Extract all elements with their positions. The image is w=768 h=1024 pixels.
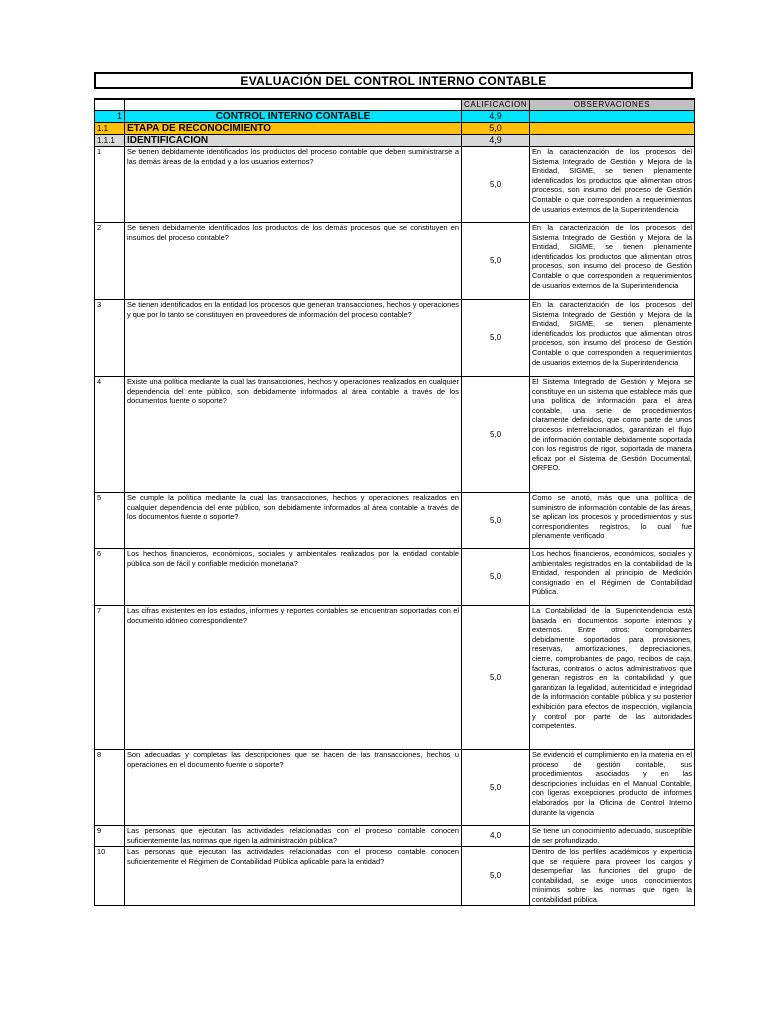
header-blank-cell [125,99,462,111]
table-row [95,493,695,549]
table-row [95,549,695,606]
table-header-row [95,99,695,111]
evaluation-table [94,98,694,906]
table-row [95,847,695,906]
level-label: CONTROL INTERNO CONTABLE [125,111,462,123]
header-blank-cell [95,99,125,111]
row-number: 6 [95,549,125,606]
row-score: 5,0 [462,750,530,826]
level-label: ETAPA DE RECONOCIMIENTO [125,123,462,135]
table-row [95,300,695,377]
row-number: 2 [95,223,125,300]
row-number: 8 [95,750,125,826]
table-row [95,147,695,223]
level-score: 4,9 [462,111,530,123]
row-score: 5,0 [462,300,530,377]
row-number: 3 [95,300,125,377]
level-number: 1 [95,111,125,123]
row-number: 7 [95,606,125,750]
row-score: 5,0 [462,147,530,223]
level-observation-cell [530,123,695,135]
row-question: Los hechos financieros, económicos, sociales y ambientales realizados por la entidad contable pública son de fácil y confiable medición monetaria? [125,549,462,606]
row-observation: Dentro de los perfiles académicos y experticia que se requiere para proveer los cargos y desempeñar las funciones del grupo de contabilidad, se exige unos conocimientos mínimos sobre las normas que rigen la contabilidad pública. [530,847,695,906]
row-observation: Los hechos financieros, económicos, sociales y ambientales registrados en la contabilidad de la Entidad, responden al principio de Medición consignado en el Régimen de Contabilidad Pública. [530,549,695,606]
header-observaciones: OBSERVACIONES [530,99,695,111]
level-row-etapa-reconocimiento [95,123,695,135]
row-question: Existe una política mediante la cual las transacciones, hechos y operaciones realizados en cualquier dependencia del ente público, son debidamente informados al área contable a través de los documentos fuente o soporte? [125,377,462,493]
level-row-control-interno [95,111,695,123]
level-number: 1.1.1 [95,135,125,147]
row-question: Se tienen identificados en la entidad los procesos que generan transacciones, hechos y operaciones y que por lo tanto se constituyen en proveedores de información del proceso contable? [125,300,462,377]
row-score: 5,0 [462,493,530,549]
level-observation-cell [530,111,695,123]
level-row-identificacion [95,135,695,147]
row-question: Las personas que ejecutan las actividades relacionadas con el proceso contable conocen suficientemente las normas que rigen la administración pública? [125,826,462,847]
row-number: 1 [95,147,125,223]
row-observation: Se tiene un conocimiento adecuado, susceptible de ser profundizado. [530,826,695,847]
row-observation: En la caracterización de los procesos del Sistema Integrado de Gestión y Mejora de la Entidad, SIGME, se tienen plenamente identificados los productos que alimentan otros procesos, son insumo del proceso de Gestión Contable o que corresponden a requerimientos de usuarios externos de la Superintendencia [530,147,695,223]
row-score: 4,0 [462,826,530,847]
page-title: EVALUACIÓN DEL CONTROL INTERNO CONTABLE [94,72,693,89]
row-question: Se tienen debidamente identificados los productos del proceso contable que deben suministrarse a las demás áreas de la entidad y a los usuarios externos? [125,147,462,223]
table-row [95,750,695,826]
level-number: 1.1 [95,123,125,135]
row-observation: En la caracterización de los procesos del Sistema Integrado de Gestión y Mejora de la Entidad, SIGME, se tienen plenamente identificados los productos que alimentan otros procesos, son insumo del proceso de Gestión Contable o que corresponden a requerimientos de usuarios externos de la Superintendencia [530,223,695,300]
row-number: 5 [95,493,125,549]
row-score: 5,0 [462,606,530,750]
row-observation: La Contabilidad de la Superintendencia está basada en documentos soporte internos y externos. Entre otros: comprobantes debidamente soportados para provisiones, reservas, amortizaciones, depreciaciones, cierre, comprobantes de pago, recibos de caja, facturas, contratos o actos administrativos que generan registros en la contabilidad y que garantizan la legalidad, autenticidad e integridad de la información contable pública y su posterior exhibición para efectos de inspección, vigilancia y control por parte de las autoridades competentes. [530,606,695,750]
level-label: IDENTIFICACIÓN [125,135,462,147]
table-row [95,223,695,300]
row-score: 5,0 [462,549,530,606]
level-score: 4,9 [462,135,530,147]
table-row [95,606,695,750]
row-score: 5,0 [462,847,530,906]
row-number: 10 [95,847,125,906]
row-question: Son adecuadas y completas las descripciones que se hacen de las transacciones, hechos u operaciones en el documento fuente o soporte? [125,750,462,826]
level-score: 5,0 [462,123,530,135]
row-observation: En la caracterización de los procesos del Sistema Integrado de Gestión y Mejora de la Entidad, SIGME, se tienen plenamente identificados los productos que alimentan otros procesos, son insumo del proceso de Gestión Contable o que corresponden a requerimientos de usuarios externos de la Superintendencia [530,300,695,377]
row-question: Las cifras existentes en los estados, informes y reportes contables se encuentran soportadas con el documento idóneo correspondiente? [125,606,462,750]
table-row [95,377,695,493]
row-number: 9 [95,826,125,847]
row-score: 5,0 [462,377,530,493]
row-question: Las personas que ejecutan las actividades relacionadas con el proceso contable conocen suficientemente el Régimen de Contabilidad Pública aplicable para la entidad? [125,847,462,906]
row-score: 5,0 [462,223,530,300]
header-calificacion: CALIFICACION [462,99,530,111]
row-number: 4 [95,377,125,493]
level-observation-cell [530,135,695,147]
row-question: Se tienen debidamente identificados los productos de los demás procesos que se constituyen en insumos del proceso contable? [125,223,462,300]
row-observation: Como se anotó, más que una política de suministro de información contable de las áreas, se aplican los procesos y procedimientos y sus correspondientes registros, lo cual fue plenamente verificado [530,493,695,549]
row-observation: Se evidenció el cumplimiento en la materia en el proceso de gestión contable, sus procedimientos asociados y en las descripciones incluidas en el Manual Contable, con ligeras excepciones producto de informes elaborados por la Oficina de Control Interno durante la vigencia [530,750,695,826]
row-question: Se cumple la política mediante la cual las transacciones, hechos y operaciones realizados en cualquier dependencia del ente público, son debidamente informados al área contable a través de los documentos fuente o soporte? [125,493,462,549]
table-row [95,826,695,847]
row-observation: El Sistema Integrado de Gestión y Mejora se constituye en un sistema que establece más que una política de información para el área contable, una serie de procedimientos claramente definidos, que como parte de unos procesos interrelacionados, garantizan el flujo de información contable debidamente soportada con los registros de rigor, soportada de manera eficaz por el Sistema de Gestión Documental, ORFEO. [530,377,695,493]
